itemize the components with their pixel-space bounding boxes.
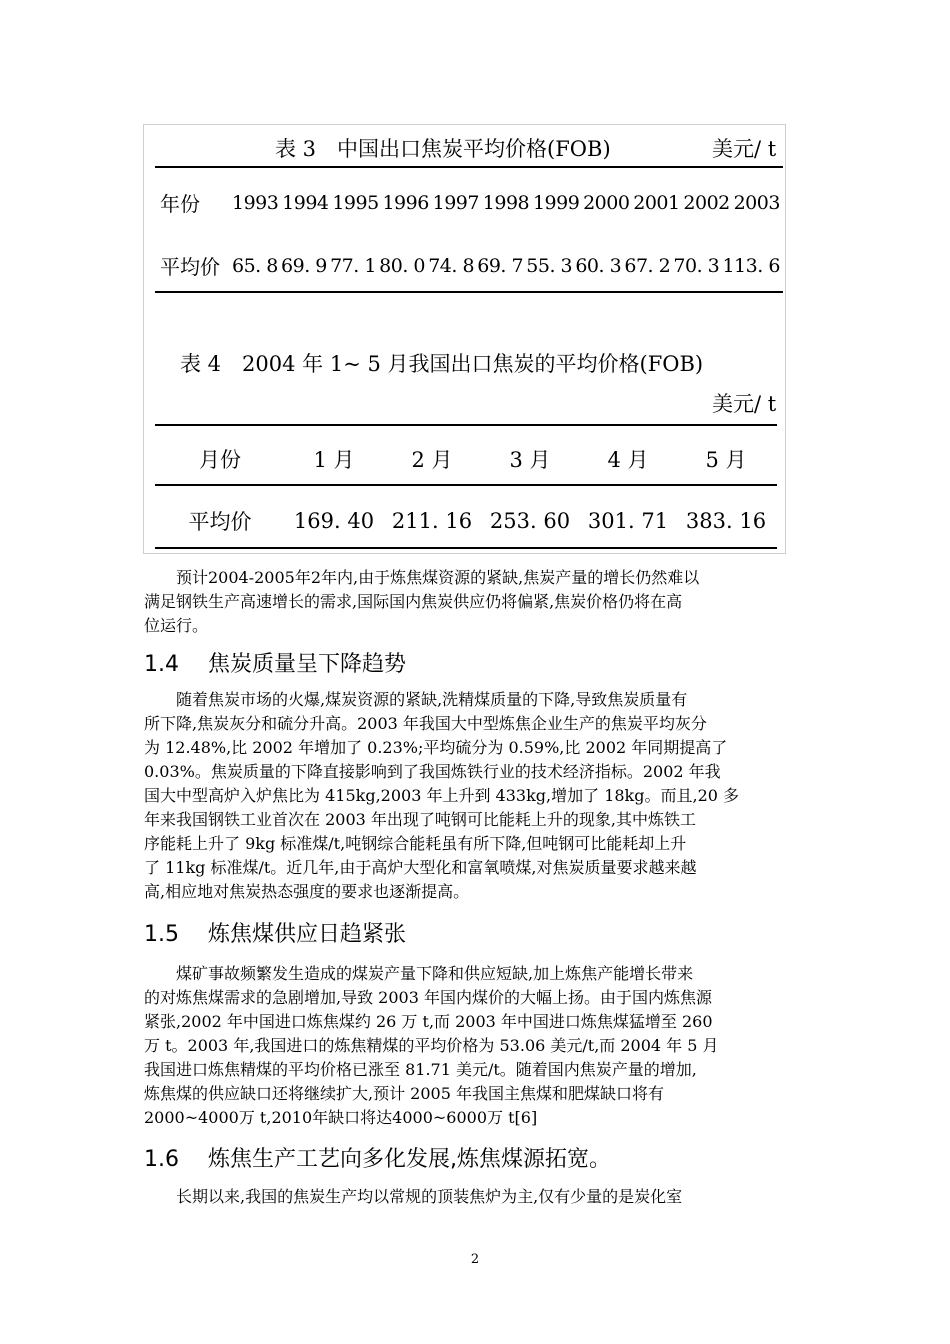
table4-top-rule	[155, 424, 777, 426]
table3-price-cell: 113. 6	[722, 254, 780, 277]
table4-unit: 美元/ t	[712, 392, 777, 416]
table3-price-cell: 67. 2	[624, 254, 671, 277]
table3-price-cell: 69. 9	[281, 254, 327, 277]
table4-month-cell: 5 月	[705, 448, 747, 472]
table3-price-cell: 70. 3	[673, 254, 720, 277]
table3-year-cell: 1996	[382, 191, 429, 214]
table3-year-cell: 1999	[532, 191, 580, 214]
text-line: 高,相应地对焦炭热态强度的要求也逐渐提高。	[144, 882, 470, 901]
text-line: 万 t。2003 年,我国进口的炼焦精煤的平均价格为 53.06 美元/t,而 2004 年 5 月	[144, 1036, 719, 1055]
table3-year-cell: 2003	[733, 191, 780, 214]
table4-month-cell: 1 月	[313, 448, 355, 472]
text-line: 国大中型高炉入炉焦比为 415kg,2003 年上升到 433kg,增加了 18kg。而且,20 多	[144, 786, 740, 805]
text-line: 位运行。	[144, 616, 209, 635]
section-number: 1.6	[144, 1147, 179, 1172]
table3-years	[232, 192, 780, 214]
table3-title: 表 3 中国出口焦炭平均价格(FOB)	[275, 137, 611, 161]
text-line: 序能耗上升了 9kg 标准煤/t,吨钢综合能耗虽有所下降,但吨钢可比能耗却上升	[144, 834, 687, 853]
table3-year-cell: 2001	[633, 191, 680, 214]
text-line: 预计2004-2005年2年内,由于炼焦煤资源的紧缺,焦炭产量的增长仍然难以	[144, 568, 700, 587]
table4-bottom-rule	[155, 547, 777, 549]
section-heading-1-6	[144, 1142, 611, 1173]
table3-year-cell: 2000	[583, 191, 630, 214]
table4-price-cell: 383. 16	[685, 509, 767, 533]
table4-price-cell: 211. 16	[391, 509, 473, 533]
table3-bottom-rule	[155, 291, 783, 293]
table3-year-cell: 2002	[683, 191, 730, 214]
text-line: 了 11kg 标准煤/t。近几年,由于高炉大型化和富氧喷煤,对焦炭质量要求越来越	[144, 858, 697, 877]
table3-price-cell: 74. 8	[428, 254, 475, 277]
text-line: 所下降,焦炭灰分和硫分升高。2003 年我国大中型炼焦企业生产的焦炭平均灰分	[144, 714, 707, 733]
table4-mid-rule	[155, 484, 777, 486]
paragraph-coking-coal-supply	[144, 962, 809, 1130]
table4-price-cell: 169. 40	[293, 509, 375, 533]
text-line: 煤矿事故频繁发生造成的煤炭产量下降和供应短缺,加上炼焦产能增长带来	[144, 964, 694, 983]
table4-month-cell: 3 月	[509, 448, 551, 472]
page-number: 2	[470, 1252, 480, 1267]
section-heading-1-4	[144, 647, 406, 678]
table3-prices	[232, 255, 780, 277]
paragraph-coke-quality	[144, 688, 809, 904]
table4-month-cell: 2 月	[411, 448, 453, 472]
section-title: 炼焦生产工艺向多化发展,炼焦煤源拓宽。	[208, 1147, 611, 1172]
text-line: 紧张,2002 年中国进口炼焦煤约 26 万 t,而 2003 年中国进口炼焦煤猛增至 260	[144, 1012, 713, 1031]
table4-month-label: 月份	[199, 448, 241, 472]
text-line: 为 12.48%,比 2002 年增加了 0.23%;平均硫分为 0.59%,比 2002 年同期提高了	[144, 738, 728, 757]
text-line: 0.03%。焦炭质量的下降直接影响到了我国炼铁行业的技术经济指标。2002 年我	[144, 762, 721, 781]
table3-price-cell: 55. 3	[526, 254, 573, 277]
table3-year-cell: 1997	[432, 191, 479, 214]
section-heading-1-5	[144, 917, 406, 948]
table3-year-label: 年份	[160, 192, 200, 216]
text-line: 长期以来,我国的焦炭生产均以常规的顶装焦炉为主,仅有少量的是炭化室	[144, 1187, 683, 1206]
text-line: 2000~4000万 t,2010年缺口将达4000~6000万 t[6]	[144, 1108, 538, 1127]
section-title: 炼焦煤供应日趋紧张	[208, 922, 407, 947]
table3-price-cell: 77. 1	[330, 254, 376, 277]
table4-title: 表 4 2004 年 1~ 5 月我国出口焦炭的平均价格(FOB)	[180, 352, 704, 376]
table3-price-cell: 69. 7	[477, 254, 524, 277]
table4-price-row	[155, 506, 775, 536]
text-line: 年来我国钢铁工业首次在 2003 年出现了吨钢可比能耗上升的现象,其中炼铁工	[144, 810, 696, 829]
table3-price-cell: 65. 8	[232, 254, 278, 277]
text-line: 的对炼焦煤需求的急剧增加,导致 2003 年国内煤价的大幅上扬。由于国内炼焦源	[144, 988, 712, 1007]
section-number: 1.4	[144, 652, 179, 677]
table3-price-row	[160, 251, 780, 280]
table3-price-label: 平均价	[160, 255, 220, 279]
table3-unit: 美元/ t	[712, 137, 777, 161]
text-line: 随着焦炭市场的火爆,煤炭资源的紧缺,洗精煤质量的下降,导致焦炭质量有	[144, 690, 688, 709]
section-title: 焦炭质量呈下降趋势	[208, 652, 407, 677]
table3-year-row	[160, 188, 780, 217]
paragraph-forecast	[144, 566, 809, 638]
paragraph-coking-process	[144, 1185, 809, 1209]
table4-price-cell: 253. 60	[489, 509, 571, 533]
table3-price-cell: 80. 0	[379, 254, 425, 277]
table3-year-cell: 1993	[232, 191, 279, 214]
table3-year-cell: 1998	[482, 191, 530, 214]
table3-year-cell: 1995	[332, 191, 379, 214]
table3-top-rule	[155, 166, 783, 168]
text-line: 炼焦煤的供应缺口还将继续扩大,预计 2005 年我国主焦煤和肥煤缺口将有	[144, 1084, 664, 1103]
table4-price-cell: 301. 71	[587, 509, 669, 533]
table3-year-cell: 1994	[282, 191, 329, 214]
table3-price-cell: 60. 3	[575, 254, 622, 277]
table4-month-cell: 4 月	[607, 448, 649, 472]
table4-price-label: 平均价	[188, 510, 252, 534]
text-line: 我国进口炼焦精煤的平均价格已涨至 81.71 美元/t。随着国内焦炭产量的增加,	[144, 1060, 697, 1079]
table4-month-row	[155, 444, 775, 474]
section-number: 1.5	[144, 922, 179, 947]
text-line: 满足钢铁生产高速增长的需求,国际国内焦炭供应仍将偏紧,焦炭价格仍将在高	[144, 592, 683, 611]
